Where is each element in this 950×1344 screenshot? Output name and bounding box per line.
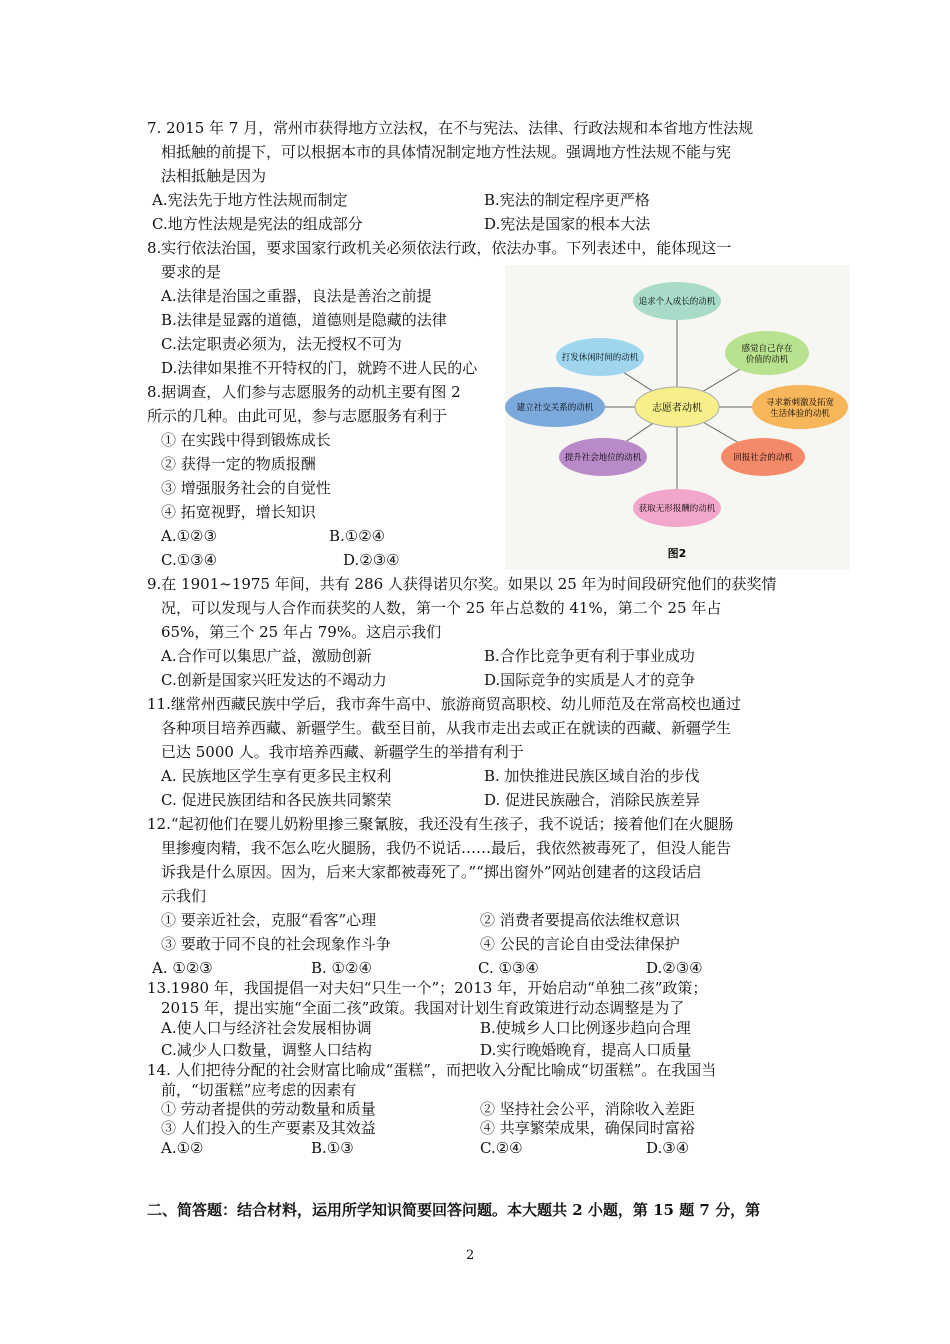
- q14-option-c: C.②④: [480, 1139, 523, 1157]
- q9-stem-line-1: 9.在 1901~1975 年间，共有 286 人获得诺贝尔奖。如果以 25 年为时间段研究他们的获奖情: [147, 575, 777, 593]
- q8b-item-1: ① 在实践中得到锻炼成长: [161, 431, 331, 449]
- q12-stem-line-4: 示我们: [161, 887, 207, 905]
- q7-stem-line-2: 相抵触的前提下，可以根据本市的具体情况制定地方性法规。强调地方性法规不能与宪: [161, 143, 732, 161]
- q9-option-a: A.合作可以集思广益，激励创新: [161, 647, 372, 665]
- diagram-node-label: 获取无形报酬的动机: [638, 504, 716, 514]
- q8a-option-d: D.法律如果推不开特权的门，就跨不进人民的心: [161, 359, 478, 377]
- q12-option-b: B. ①②④: [311, 959, 372, 977]
- q14-option-b: B.①③: [311, 1139, 354, 1157]
- volunteer-motive-diagram: [505, 265, 850, 570]
- q12-stem-line-1: 12.“起初他们在婴儿奶粉里掺三聚氰胺，我还没有生孩子，我不说话；接着他们在火腿肠: [147, 815, 734, 833]
- q12-item-3: ③ 要敢于同不良的社会现象作斗争: [161, 935, 391, 953]
- q11-stem-line-3: 已达 5000 人。我市培养西藏、新疆学生的举措有利于: [161, 743, 524, 761]
- q7-stem-line-3: 法相抵触是因为: [161, 167, 267, 185]
- figure-caption: 图2: [667, 547, 687, 560]
- q14-item-3: ③ 人们投入的生产要素及其效益: [161, 1119, 376, 1137]
- q8b-stem-line-1: 8.据调查，人们参与志愿服务的动机主要有图 2: [147, 383, 461, 401]
- q7-option-b: B.宪法的制定程序更严格: [484, 191, 650, 209]
- q8a-option-c: C.法定职责必须为，法无授权不可为: [161, 335, 402, 353]
- q14-item-1: ① 劳动者提供的劳动数量和质量: [161, 1100, 376, 1118]
- q11-option-d: D. 促进民族融合，消除民族差异: [484, 791, 701, 809]
- q13-option-c: C.减少人口数量，调整人口结构: [161, 1041, 372, 1059]
- q7-option-c: C.地方性法规是宪法的组成部分: [152, 215, 363, 233]
- q9-stem-line-2: 况，可以发现与人合作而获奖的人数，第一个 25 年占总数的 41%，第二个 25 年占: [161, 599, 722, 617]
- diagram-node-label: 寻求新刺激及拓宽生活体验的动机: [765, 398, 835, 419]
- q11-stem-line-1: 11.继常州西藏民族中学后，我市奔牛高中、旅游商贸高职校、幼儿师范及在常高校也通过: [147, 695, 741, 713]
- q14-option-a: A.①②: [161, 1139, 204, 1157]
- q8b-option-b: B.①②④: [329, 527, 386, 545]
- q12-stem-line-2: 里掺瘦肉精，我不怎么吃火腿肠，我仍不说话……最后，我依然被毒死了，但没人能告: [161, 839, 732, 857]
- q12-item-2: ② 消费者要提高依法维权意识: [480, 911, 680, 929]
- q9-option-d: D.国际竞争的实质是人才的竞争: [484, 671, 696, 689]
- q8a-option-b: B.法律是显露的道德，道德则是隐藏的法律: [161, 311, 447, 329]
- q8b-option-d: D.②③④: [343, 551, 400, 569]
- q13-option-a: A.使人口与经济社会发展相协调: [161, 1019, 372, 1037]
- q14-option-d: D.③④: [646, 1139, 690, 1157]
- q8b-option-c: C.①③④: [161, 551, 218, 569]
- diagram-center-label: 志愿者动机: [652, 403, 702, 414]
- q9-option-c: C.创新是国家兴旺发达的不竭动力: [161, 671, 387, 689]
- q9-option-b: B.合作比竞争更有利于事业成功: [484, 647, 695, 665]
- q12-option-d: D.②③④: [646, 959, 703, 977]
- diagram-node-label: 感觉自己存在价值的动机: [741, 344, 793, 365]
- q7-option-a: A.宪法先于地方性法规而制定: [152, 191, 348, 209]
- q14-stem-line-1: 14. 人们把待分配的社会财富比喻成“蛋糕”，而把收入分配比喻成“切蛋糕”。在我国当: [147, 1061, 717, 1079]
- q7-option-d: D.宪法是国家的根本大法: [484, 215, 651, 233]
- q13-option-b: B.使城乡人口比例逐步趋向合理: [480, 1019, 691, 1037]
- diagram-node-label: 打发休闲时间的动机: [561, 353, 639, 363]
- q8b-stem-line-2: 所示的几种。由此可见，参与志愿服务有利于: [147, 407, 448, 425]
- q14-stem-line-2: 前，“切蛋糕”应考虑的因素有: [161, 1081, 357, 1099]
- q13-stem-line-1: 13.1980 年，我国提倡一对夫妇“只生一个”；2013 年，开始启动“单独二孩”政策；: [147, 979, 708, 997]
- diagram-node-label: 建立社交关系的动机: [516, 403, 594, 413]
- q8b-option-a: A.①②③: [161, 527, 217, 545]
- q9-stem-line-3: 65%，第三个 25 年占 79%。这启示我们: [161, 623, 442, 641]
- q8a-stem-line-2: 要求的是: [161, 263, 222, 281]
- diagram-node-label: 回报社会的动机: [733, 453, 793, 463]
- q11-option-b: B. 加快推进民族区域自治的步伐: [484, 767, 700, 785]
- q13-stem-line-2: 2015 年，提出实施“全面二孩”政策。我国对计划生育政策进行动态调整是为了: [161, 999, 685, 1017]
- q11-option-c: C. 促进民族团结和各民族共同繁荣: [161, 791, 392, 809]
- q12-item-4: ④ 公民的言论自由受法律保护: [480, 935, 680, 953]
- q12-stem-line-3: 诉我是什么原因。因为，后来大家都被毒死了。”“掷出窗外”网站创建者的这段话启: [161, 863, 702, 881]
- q14-item-2: ② 坚持社会公平，消除收入差距: [480, 1100, 695, 1118]
- page-number: 2: [466, 1248, 475, 1263]
- q11-option-a: A. 民族地区学生享有更多民主权利: [161, 767, 392, 785]
- q8b-item-3: ③ 增强服务社会的自觉性: [161, 479, 331, 497]
- q8a-option-a: A.法律是治国之重器，良法是善治之前提: [161, 287, 432, 305]
- diagram-node-label: 追求个人成长的动机: [638, 297, 716, 307]
- q12-item-1: ① 要亲近社会，克服“看客”心理: [161, 911, 377, 929]
- q14-item-4: ④ 共享繁荣成果，确保同时富裕: [480, 1119, 695, 1137]
- q8b-item-4: ④ 拓宽视野，增长知识: [161, 503, 316, 521]
- q11-stem-line-2: 各种项目培养西藏、新疆学生。截至目前，从我市走出去或正在就读的西藏、新疆学生: [161, 719, 732, 737]
- q7-stem-line-1: 7. 2015 年 7 月，常州市获得地方立法权，在不与宪法、法律、行政法规和本省地方性法规: [147, 119, 754, 137]
- q12-option-a: A. ①②③: [152, 959, 213, 977]
- section-2-heading: 二、简答题：结合材料，运用所学知识简要回答问题。本大题共 2 小题，第 15 题 7 分，第: [147, 1201, 761, 1219]
- q8a-stem-line-1: 8.实行依法治国，要求国家行政机关必须依法行政，依法办事。下列表述中，能体现这一: [147, 239, 732, 257]
- q13-option-d: D.实行晚婚晚育，提高人口质量: [480, 1041, 692, 1059]
- diagram-node-label: 提升社会地位的动机: [564, 453, 642, 463]
- q8b-item-2: ② 获得一定的物质报酬: [161, 455, 316, 473]
- q12-option-c: C. ①③④: [478, 959, 539, 977]
